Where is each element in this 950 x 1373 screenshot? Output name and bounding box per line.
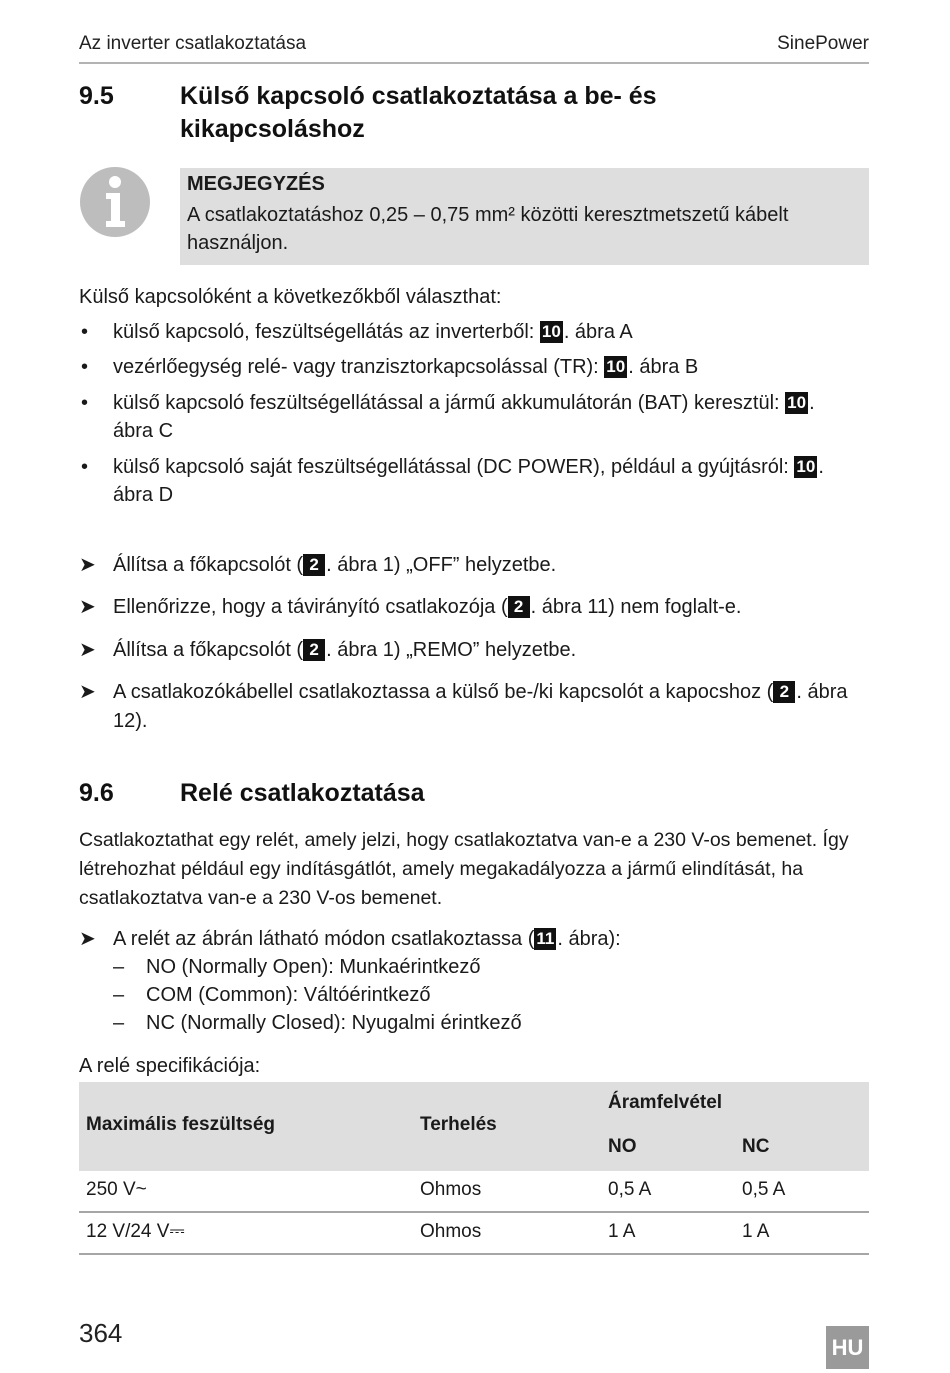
contact-text: COM (Common): Váltóérintkező	[146, 984, 431, 1006]
section-number: 9.5	[79, 82, 114, 110]
figure-ref: 2	[303, 639, 325, 661]
bullet-text-suffix: . ábra B	[628, 356, 699, 378]
figure-ref: 10	[606, 357, 626, 376]
note-box	[180, 168, 869, 265]
step-text: Ellenőrizze, hogy a távirányító csatlakozója (	[113, 596, 508, 618]
spec-label: A relé specifikációja:	[79, 1055, 261, 1077]
step-text-suffix: . ábra 1) „REMO” helyzetbe.	[326, 639, 577, 661]
section-heading-9-5	[79, 80, 869, 146]
cell-no: 0,5 A	[608, 1179, 652, 1200]
figure-ref: 10	[787, 393, 807, 412]
step-text: A relét az ábrán látható módon csatlakoztassa (	[113, 928, 535, 950]
cell-load: Ohmos	[420, 1179, 482, 1200]
arrow-icon: ➤	[79, 554, 96, 576]
contact-text: NC (Normally Closed): Nyugalmi érintkező	[146, 1012, 522, 1034]
arrow-icon: ➤	[79, 639, 96, 661]
arrow-icon: ➤	[79, 681, 96, 703]
bullet-text-suffix: . ábra A	[563, 321, 633, 343]
cell-nc: 0,5 A	[742, 1179, 786, 1200]
figure-ref: 10	[796, 457, 816, 476]
section-number: 9.6	[79, 779, 114, 807]
bullet-text: külső kapcsoló feszültségellátással a jármű akkumulátorán (BAT) keresztül:	[113, 392, 786, 414]
header-nc: NC	[742, 1136, 770, 1157]
cell-nc: 1 A	[742, 1221, 770, 1242]
bullet-dot: •	[81, 356, 89, 378]
contact-text: NO (Normally Open): Munkaérintkező	[146, 956, 481, 978]
header-product: SinePower	[777, 33, 869, 54]
running-header	[79, 30, 869, 64]
header-current: Áramfelvétel	[608, 1092, 723, 1113]
cell-no: 1 A	[608, 1221, 636, 1242]
step-text: Állítsa a főkapcsolót (	[113, 554, 304, 576]
step-text-suffix: . ábra 1) „OFF” helyzetbe.	[326, 554, 557, 576]
header-load: Terhelés	[420, 1114, 497, 1135]
figure-ref: 2	[303, 554, 325, 576]
bullet-text: vezérlőegység relé- vagy tranzisztorkapcsolással (TR):	[113, 356, 605, 378]
page-number: 364	[79, 1318, 123, 1348]
step-text-suffix: . ábra 11) nem foglalt-e.	[530, 596, 742, 618]
section-title: Külső kapcsoló csatlakoztatása a be- és kikapcsoláshoz	[180, 82, 657, 143]
relay-description: Csatlakoztathat egy relét, amely jelzi, hogy csatlakoztatva van-e a 230 V-os bemenet. Így létrehozhat például egy indításgátlót, amely megakadályozza a jármű elindítását, ha csatlakoztatva van-e a 230 V-os bemenet.	[79, 829, 849, 909]
bullet-dot: •	[81, 392, 89, 414]
header-no: NO	[608, 1136, 637, 1157]
cell-voltage: 250 V~	[86, 1179, 147, 1200]
figure-ref: 11	[534, 928, 556, 950]
bullet-text-suffix: . ábra C	[113, 392, 815, 442]
note-title: MEGJEGYZÉS	[187, 173, 325, 195]
info-icon	[79, 166, 151, 238]
bullet-dot: •	[81, 321, 89, 343]
figure-ref: 10	[541, 322, 561, 341]
header-max-voltage: Maximális feszültség	[86, 1114, 276, 1135]
language-badge: HU	[826, 1326, 869, 1369]
header-chapter: Az inverter csatlakoztatása	[79, 33, 307, 54]
step-text: Állítsa a főkapcsolót (	[113, 639, 304, 661]
bullet-text: külső kapcsoló, feszültségellátás az inverterből:	[113, 321, 540, 343]
figure-ref: 2	[508, 596, 530, 618]
step-text-suffix: . ábra 12).	[113, 681, 848, 732]
table-header	[79, 1082, 869, 1171]
cell-voltage: 12 V/24 V⎓	[86, 1221, 185, 1242]
arrow-icon: ➤	[79, 928, 96, 950]
arrow-icon: ➤	[79, 596, 96, 618]
note-text: A csatlakoztatáshoz 0,25 – 0,75 mm² közötti keresztmetszetű kábelt használjon.	[187, 204, 789, 254]
cell-load: Ohmos	[420, 1221, 482, 1242]
figure-ref: 2	[773, 681, 795, 703]
step-text: A csatlakozókábellel csatlakoztassa a külső be-/ki kapcsolót a kapocshoz (	[113, 681, 774, 703]
bullet-text: külső kapcsoló saját feszültségellátással (DC POWER), például a gyújtásról:	[113, 456, 795, 478]
step-text-suffix: . ábra):	[557, 928, 621, 950]
section-heading-9-6	[79, 777, 869, 810]
table-row	[79, 1171, 869, 1213]
section-title: Relé csatlakoztatása	[180, 779, 425, 807]
manual-page: Az inverter csatlakoztatása SinePower 9.5 Külső kapcsoló csatlakoztatása a be- és kikapcsoláshoz MEGJEGYZÉS A csatlakoztatáshoz 0,25 – 0,75 mm² közötti keresztmetszetű kábelt használjon. Külső kapcsolóként a következőkből választhat: • külső kapcsoló, feszültségellátás az inverterből: 10 . ábra A • vezérlőegység relé- vagy tranzisztorkapcsolással (TR): 10 . ábra B • külső kapcsoló feszültségellátással a jármű akkumulátorán (BAT) keresztül: 10 . ábra C • külső kapcsoló saját feszültségellátással (DC POWER), például a gyújtásról: 10 . ábra D ➤ Állítsa a főkapcsolót ( 2 . ábra 1) „OFF” helyzetbe. ➤ Ellenőrizze, hogy a távirányító csatlakozója ( 2 . ábra 11) nem foglalt-e. ➤ Állítsa a főkapcsolót ( 2 . ábra 1) „REMO” helyzetbe. ➤ A csatlakozókábellel csatlakoztassa a külső be-/ki kapcsolót a kapocshoz ( 2 . ábra 12). 9.6 Relé csatlakoztatása Csatlakoztathat egy relét, amely jelzi, hogy csatlakoztatva van-e a 230 V-os bemenet. Így létrehozhat például egy indításgátlót, amely megakadályozza a jármű elindítását, ha csatlakoztatva van-e a 230 V-os bemenet. ➤ A relét az ábrán látható módon csatlakoztassa ( 11 . ábra): – NO (Normally Open): Munkaérintkező – COM (Common): Váltóérintkező – NC (Normally Closed): Nyugalmi érintkező A relé specifikációja: Maximális feszültség Terhelés Áramfelvétel NO NC 250 V~ Ohmos 0,5 A 0,5 A 12 V/24 V⎓ Ohmos 1 A 1 A 364 HU	[79, 0, 869, 1373]
bullet-dot: •	[81, 456, 89, 478]
intro-text: Külső kapcsolóként a következőkből választhat:	[79, 286, 502, 308]
bullet-text-suffix: . ábra D	[113, 456, 824, 506]
table-row	[79, 1213, 869, 1255]
